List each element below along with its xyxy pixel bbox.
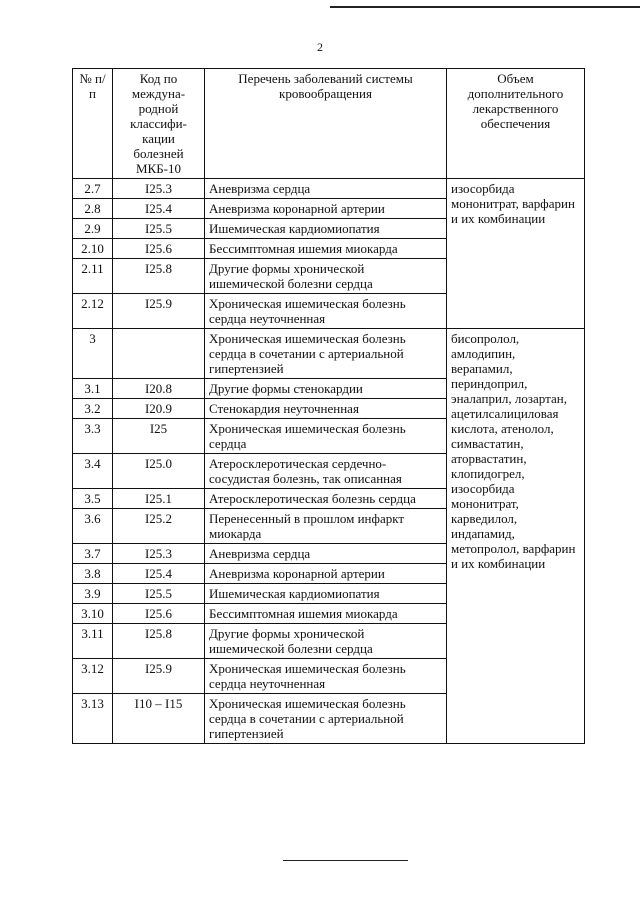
row-num: 3.9 [73, 584, 113, 604]
row-code: I10 – I15 [113, 694, 205, 744]
row-disease: Ишемическая кардиомиопатия [205, 219, 447, 239]
header-volume: Объем дополнительного лекарственного обеспечения [447, 69, 585, 179]
medication-cell: изосорбида мононитрат, варфарин и их комбинации [447, 179, 585, 329]
row-disease: Хроническая ишемическая болезнь сердца неуточненная [205, 659, 447, 694]
row-code: I25.8 [113, 624, 205, 659]
row-code: I25.6 [113, 604, 205, 624]
row-num: 3.12 [73, 659, 113, 694]
row-disease: Бессимптомная ишемия миокарда [205, 239, 447, 259]
row-code: I20.8 [113, 379, 205, 399]
medication-cell: бисопролол, амлодипин, верапамил, периндоприл, эналаприл, лозартан, ацетилсалициловая кислота, атенолол, симвастатин, аторвастатин, клопидогрел, изосорбида мононитрат, карведилол, индапамид, метопролол, варфарин и их комбинации [447, 329, 585, 744]
row-disease: Хроническая ишемическая болезнь сердца в сочетании с артериальной гипертензией [205, 329, 447, 379]
row-num: 3.5 [73, 489, 113, 509]
row-disease: Аневризма сердца [205, 544, 447, 564]
row-num: 3.10 [73, 604, 113, 624]
row-code: I25.6 [113, 239, 205, 259]
row-code: I25.2 [113, 509, 205, 544]
row-disease: Аневризма коронарной артерии [205, 199, 447, 219]
row-num: 3.1 [73, 379, 113, 399]
row-code: I25.1 [113, 489, 205, 509]
row-code [113, 329, 205, 379]
header-diseases: Перечень заболеваний системы кровообращения [205, 69, 447, 179]
row-disease: Другие формы хронической ишемической болезни сердца [205, 259, 447, 294]
row-num: 3.2 [73, 399, 113, 419]
row-num: 2.9 [73, 219, 113, 239]
row-num: 3.4 [73, 454, 113, 489]
row-code: I25.0 [113, 454, 205, 489]
table-row [73, 179, 585, 199]
row-disease: Перенесенный в прошлом инфаркт миокарда [205, 509, 447, 544]
row-code: I25.5 [113, 584, 205, 604]
row-num: 2.7 [73, 179, 113, 199]
row-code: I25.9 [113, 294, 205, 329]
table-row [73, 329, 585, 379]
row-num: 3.6 [73, 509, 113, 544]
row-code: I25.3 [113, 544, 205, 564]
row-num: 3.11 [73, 624, 113, 659]
header-num: № п/п [73, 69, 113, 179]
row-num: 2.8 [73, 199, 113, 219]
row-num: 2.12 [73, 294, 113, 329]
row-num: 3 [73, 329, 113, 379]
row-num: 3.3 [73, 419, 113, 454]
row-disease: Стенокардия неуточненная [205, 399, 447, 419]
row-code: I25.5 [113, 219, 205, 239]
row-disease: Ишемическая кардиомиопатия [205, 584, 447, 604]
row-disease: Другие формы хронической ишемической болезни сердца [205, 624, 447, 659]
row-num: 2.10 [73, 239, 113, 259]
row-disease: Хроническая ишемическая болезнь сердца в сочетании с артериальной гипертензией [205, 694, 447, 744]
header-code: Код по междуна-родной классифи-кации болезней МКБ-10 [113, 69, 205, 179]
row-disease: Атеросклеротическая сердечно-сосудистая болезнь, так описанная [205, 454, 447, 489]
disease-table [72, 68, 585, 744]
row-disease: Атеросклеротическая болезнь сердца [205, 489, 447, 509]
page-number: 2 [317, 40, 323, 54]
row-code: I25.9 [113, 659, 205, 694]
row-num: 2.11 [73, 259, 113, 294]
table-header-row [73, 69, 585, 179]
footer-rule [283, 860, 408, 861]
row-disease: Хроническая ишемическая болезнь сердца [205, 419, 447, 454]
row-disease: Хроническая ишемическая болезнь сердца неуточненная [205, 294, 447, 329]
row-code: I20.9 [113, 399, 205, 419]
row-num: 3.7 [73, 544, 113, 564]
row-code: I25 [113, 419, 205, 454]
row-disease: Аневризма сердца [205, 179, 447, 199]
row-num: 3.8 [73, 564, 113, 584]
row-disease: Бессимптомная ишемия миокарда [205, 604, 447, 624]
row-code: I25.4 [113, 564, 205, 584]
row-num: 3.13 [73, 694, 113, 744]
row-code: I25.3 [113, 179, 205, 199]
row-code: I25.4 [113, 199, 205, 219]
row-code: I25.8 [113, 259, 205, 294]
row-disease: Аневризма коронарной артерии [205, 564, 447, 584]
row-disease: Другие формы стенокардии [205, 379, 447, 399]
top-rule [330, 6, 640, 8]
